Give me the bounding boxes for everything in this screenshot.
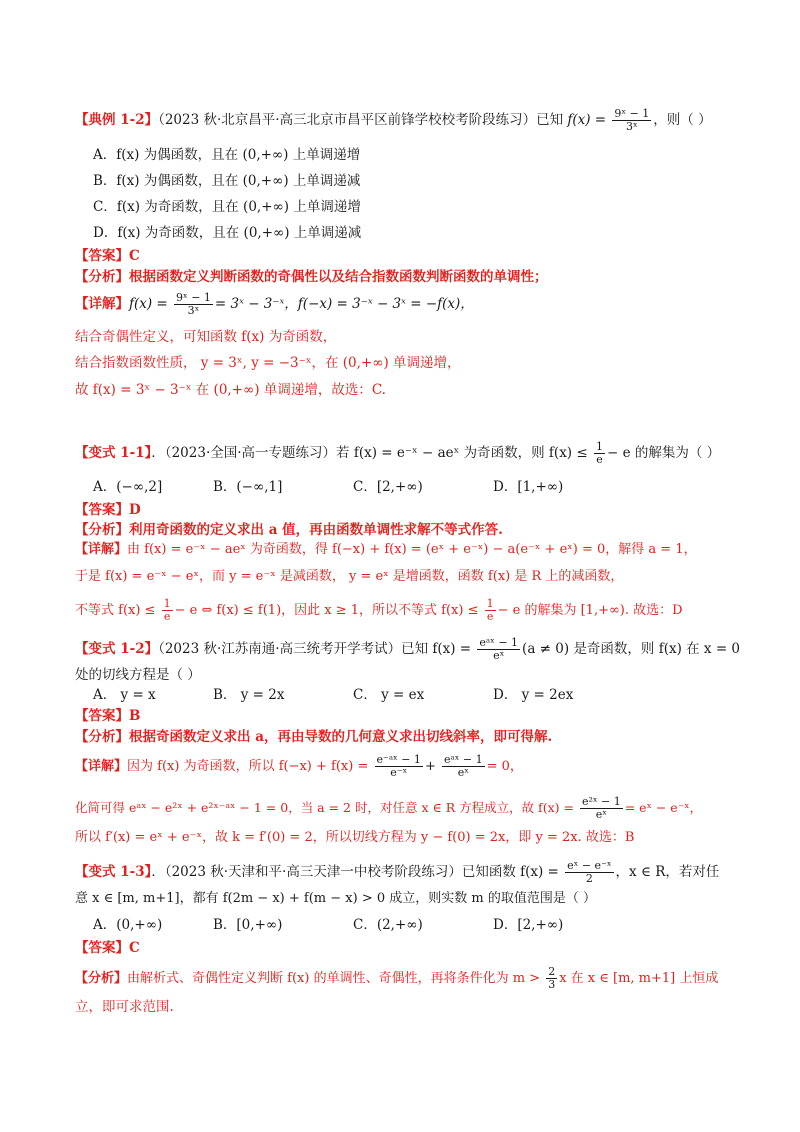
fraction: $\frac{\text{9ˣ − 1}}{\text{3ˣ}}$ xyxy=(176,291,211,317)
option-a[interactable]: A． y = x xyxy=(93,687,156,703)
question-tail: ，则（ ） xyxy=(653,112,712,128)
option-b[interactable]: B．(−∞,1] xyxy=(213,479,283,495)
option-a[interactable]: A．(−∞,2] xyxy=(93,479,163,495)
detail-line-2: 化简可得 eᵃˣ − e²ˣ + e²ˣ⁻ᵃˣ − 1 = 0，当 a = 2 时，对任意 x ∈ R 方程成立，故 f(x) = $\frac{\text{e²ˣ − 1}}{\text{eˣ}}$ = eˣ − e⁻ˣ， xyxy=(75,795,703,821)
example-tag: 【典例 1-2】 xyxy=(75,112,159,128)
option-c[interactable]: C．(2,+∞) xyxy=(353,917,423,933)
option-a[interactable]: A．(0,+∞) xyxy=(93,917,163,933)
fraction: $\frac{\text{e²ˣ − 1}}{\text{eˣ}}$ xyxy=(581,795,621,821)
variant-tag: 【变式 1-3】 xyxy=(75,864,152,880)
fraction: $\frac{\text{9ˣ − 1}}{\text{3ˣ}}$ xyxy=(614,107,650,133)
question-line-2: 意 x ∈ [m, m+1]，都有 f(2m − x) + f(m − x) > 0 成立，则实数 m 的取值范围是（ ） xyxy=(75,891,596,906)
option-c[interactable]: C．[2,+∞) xyxy=(353,479,423,495)
variant-tag: 【变式 1-1】 xyxy=(75,445,152,461)
question-source: （2023 秋·北京昌平·高三北京市昌平区前锋学校校考阶段练习）已知 xyxy=(158,112,564,128)
answer-value: B xyxy=(129,708,141,724)
option-b[interactable]: B．f(x) 为偶函数，且在 (0,+∞) 上单调递减 xyxy=(93,173,361,189)
option-d[interactable]: D．[1,+∞) xyxy=(493,479,564,495)
answer-line: 【答案】B xyxy=(75,708,141,724)
option-d[interactable]: D． y = 2ex xyxy=(493,687,574,703)
detail-line-2: 结合奇偶性定义，可知函数 f(x) 为奇函数， xyxy=(75,329,337,345)
fraction: $\frac{1}{e}$ xyxy=(595,440,603,466)
answer-line: 【答案】C xyxy=(75,940,140,956)
analysis-line: 【分析】利用奇函数的定义求出 a 值，再由函数单调性求解不等式作答. xyxy=(75,522,503,538)
fraction: $\frac{\text{eᵃˣ − 1}}{\text{eˣ}}$ xyxy=(479,636,519,662)
answer-value: C xyxy=(129,940,140,956)
answer-value: C xyxy=(129,248,140,264)
analysis-line-2: 立，即可求范围. xyxy=(75,999,174,1015)
option-d[interactable]: D．[2,+∞) xyxy=(493,917,564,933)
detail-line-3: 不等式 f(x) ≤ $\frac{1}{e}$ − e ⇔ f(x) ≤ f(1)，因此 x ≥ 1，所以不等式 f(x) ≤ $\frac{1}{e}$ − e 的解集为 [1,+∞). 故选：D xyxy=(75,597,683,623)
fraction: $\frac{\text{e⁻ᵃˣ − 1}}{\text{e⁻ˣ}}$ xyxy=(376,753,421,779)
detail-line-3: 所以 f′(x) = eˣ + e⁻ˣ，故 k = f′(0) = 2，所以切线方程为 y − f(0) = 2x，即 y = 2x. 故选：B xyxy=(75,830,635,845)
answer-line: 【答案】D xyxy=(75,502,141,518)
analysis-line: 【分析】根据奇函数定义求出 a，再由导数的几何意义求出切线斜率，即可得解. xyxy=(75,729,553,745)
variant-1-3-question: 【变式 1-3】．（2023 秋·天津和平·高三天津一中校考阶段练习）已知函数 f(x) = $\frac{\text{eˣ − e⁻ˣ}}{2}$ ，x ∈ R，若对任 xyxy=(75,859,720,885)
fraction: $\frac{1}{e}$ xyxy=(163,597,171,623)
variant-tag: 【变式 1-2】 xyxy=(75,641,159,657)
option-b[interactable]: B．[0,+∞) xyxy=(213,917,283,933)
detail-line-4: 故 f(x) = 3ˣ − 3⁻ˣ 在 (0,+∞) 单调递增，故选：C. xyxy=(75,382,386,398)
fraction: $\frac{2}{3}$ xyxy=(548,965,556,991)
detail-line-3: 结合指数函数性质， y = 3ˣ, y = −3⁻ˣ，在 (0,+∞) 单调递增， xyxy=(75,355,461,371)
option-d[interactable]: D．f(x) 为奇函数，且在 (0,+∞) 上单调递减 xyxy=(93,225,362,241)
fraction: $\frac{\text{eᵃˣ − 1}}{\text{eˣ}}$ xyxy=(443,753,483,779)
example-1-2-question xyxy=(75,108,712,133)
option-c[interactable]: C． y = ex xyxy=(353,687,425,703)
analysis-line: 【分析】根据函数定义判断函数的奇偶性以及结合指数函数判断函数的单调性； xyxy=(75,269,548,285)
function-expr: f(x) = xyxy=(567,112,607,128)
answer-value: D xyxy=(129,502,141,518)
fraction: $\frac{1}{e}$ xyxy=(486,597,494,623)
variant-1-1-question: 【变式 1-1】．（2023·全国·高一专题练习）若 f(x) = e⁻ˣ − aeˣ 为奇函数，则 f(x) ≤ $\frac{1}{e}$ − e 的解集为（ ） xyxy=(75,440,721,466)
detail-line-2: 于是 f(x) = e⁻ˣ − eˣ，而 y = e⁻ˣ 是减函数， y = eˣ 是增函数，函数 f(x) 是 R 上的减函数， xyxy=(75,569,624,584)
detail-line-1: 【详解】因为 f(x) 为奇函数，所以 f(−x) + f(x) = $\frac{\text{e⁻ᵃˣ − 1}}{\text{e⁻ˣ}}$ + $\frac{\text{eᵃˣ − 1}}{\text{eˣ}}$ = 0， xyxy=(75,753,523,779)
option-c[interactable]: C．f(x) 为奇函数，且在 (0,+∞) 上单调递增 xyxy=(93,199,361,215)
analysis-line: 【分析】由解析式、奇偶性定义判断 f(x) 的单调性、奇偶性，再将条件化为 m > $\frac{2}{3}$ x 在 x ∈ [m, m+1] 上恒成 xyxy=(75,965,719,991)
question-line-2: 处的切线方程是（ ） xyxy=(75,667,201,683)
detail-line-1: 【详解】由 f(x) = e⁻ˣ − aeˣ 为奇函数，得 f(−x) + f(x) = (eˣ + e⁻ˣ) − a(e⁻ˣ + eˣ) = 0，解得 a = 1， xyxy=(75,542,697,557)
option-b[interactable]: B． y = 2x xyxy=(213,687,285,703)
answer-line: 【答案】C xyxy=(75,248,140,264)
option-a[interactable]: A．f(x) 为偶函数，且在 (0,+∞) 上单调递增 xyxy=(93,147,361,163)
fraction: $\frac{\text{eˣ − e⁻ˣ}}{2}$ xyxy=(567,859,612,885)
variant-1-2-question: 【变式 1-2】（2023 秋·江苏南通·高三统考开学考试）已知 f(x) = $\frac{\text{eᵃˣ − 1}}{\text{eˣ}}$ (a ≠ 0) 是奇函数，则 f(x) 在 x = 0 xyxy=(75,636,741,662)
detail-line-1: 【详解】f(x) = $\frac{\text{9ˣ − 1}}{\text{3ˣ}}$ = 3ˣ − 3⁻ˣ，f(−x) = 3⁻ˣ − 3ˣ = −f(x)， xyxy=(75,291,474,317)
